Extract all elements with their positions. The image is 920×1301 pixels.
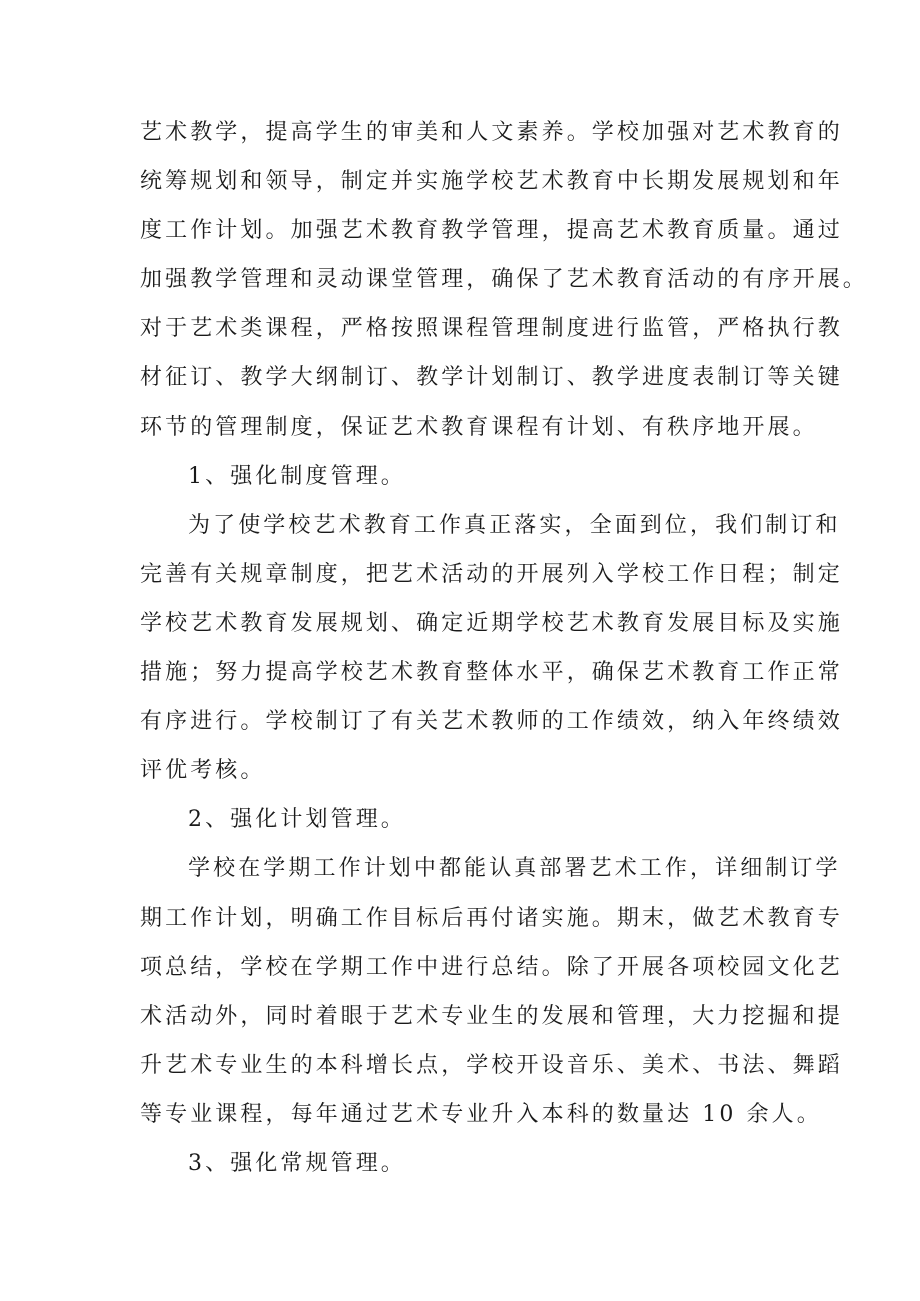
text-line: 项总结，学校在学期工作中进行总结。除了开展各项校园文化艺 bbox=[140, 954, 843, 980]
text-line: 学校在学期工作计划中都能认真部署艺术工作，详细制订学 bbox=[188, 856, 841, 882]
body-text bbox=[140, 108, 868, 1188]
text-line: 措施；努力提高学校艺术教育整体水平，确保艺术教育工作正常 bbox=[140, 660, 843, 686]
text-line: 完善有关规章制度，把艺术活动的开展列入学校工作日程；制定 bbox=[140, 561, 843, 587]
text-line: 等专业课程，每年通过艺术专业升入本科的数量达 10 余人。 bbox=[140, 1101, 822, 1127]
text-line: 加强教学管理和灵动课堂管理，确保了艺术教育活动的有序开展。 bbox=[140, 267, 868, 293]
text-line: 期工作计划，明确工作目标后再付诸实施。期末，做艺术教育专 bbox=[140, 905, 843, 931]
text-line: 评优考核。 bbox=[140, 758, 266, 784]
text-line: 度工作计划。加强艺术教育教学管理，提高艺术教育质量。通过 bbox=[140, 218, 843, 244]
text-line: 艺术教学，提高学生的审美和人文素养。学校加强对艺术教育的 bbox=[140, 120, 843, 145]
section-heading-3: 3、强化常规管理。 bbox=[188, 1150, 406, 1176]
text-line: 材征订、教学大纲制订、教学计划制订、教学进度表制订等关键 bbox=[140, 365, 843, 391]
section-heading-2: 2、强化计划管理。 bbox=[188, 807, 406, 833]
text-line: 统筹规划和领导，制定并实施学校艺术教育中长期发展规划和年 bbox=[140, 169, 843, 195]
text-line: 有序进行。学校制订了有关艺术教师的工作绩效，纳入年终绩效 bbox=[140, 709, 843, 735]
text-line: 术活动外，同时着眼于艺术专业生的发展和管理，大力挖掘和提 bbox=[140, 1003, 843, 1029]
section-heading-1: 1、强化制度管理。 bbox=[188, 463, 406, 489]
text-line: 学校艺术教育发展规划、确定近期学校艺术教育发展目标及实施 bbox=[140, 610, 843, 636]
text-line: 环节的管理制度，保证艺术教育课程有计划、有秩序地开展。 bbox=[140, 414, 818, 440]
text-line: 升艺术专业生的本科增长点，学校开设音乐、美术、书法、舞蹈 bbox=[140, 1052, 843, 1078]
text-line: 为了使学校艺术教育工作真正落实，全面到位，我们制订和 bbox=[188, 512, 841, 538]
text-line: 对于艺术类课程，严格按照课程管理制度进行监管，严格执行教 bbox=[140, 316, 843, 342]
